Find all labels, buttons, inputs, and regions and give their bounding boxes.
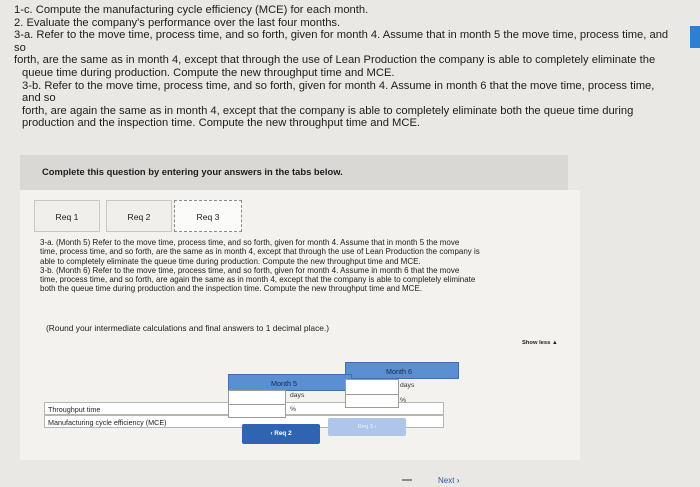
month-6-header: Month 6 xyxy=(386,367,412,376)
question-line: 3-a. (Month 5) Refer to the move time, process time, and so forth, given for month 4. Assume that in month 5 the move xyxy=(40,238,460,247)
intro-line-3b-2: forth, are again the same as in month 4, except that the company is able to completely eliminate both the queue time during xyxy=(22,104,634,117)
month-5-mce-unit: % xyxy=(290,406,297,413)
intro-line-3a-3: queue time during production. Compute the new throughput time and MCE. xyxy=(22,66,395,79)
next-button[interactable] xyxy=(438,476,459,485)
question-line: time, process time, and so forth, are the same as in month 4, except that through the use of Lean Production the company is xyxy=(40,247,480,257)
throughput-time-label: Throughput time xyxy=(48,405,101,414)
tab-req-3[interactable]: Req 3 xyxy=(174,200,242,232)
question-text xyxy=(40,238,588,294)
month-6-throughput-input[interactable] xyxy=(345,379,399,395)
month-5-throughput-unit: days xyxy=(290,392,305,399)
intro-line-2: 2. Evaluate the company's performance over the last four months. xyxy=(14,16,341,29)
chevron-right-icon: › xyxy=(456,476,460,485)
intro-line-3a-2: forth, are the same as in month 4, except that through the use of Lean Production the company is able to completely eliminate the xyxy=(14,54,656,67)
month-6-mce-input[interactable] xyxy=(345,394,399,408)
tab-req-1[interactable]: Req 1 xyxy=(34,200,100,232)
question-line: 3-b. (Month 6) Refer to the move time, process time, and so forth, given for month 4. Assume in month 6 that the move xyxy=(40,265,460,275)
tab-req-2[interactable]: Req 2 xyxy=(106,200,172,232)
month-5-header: Month 5 xyxy=(271,379,297,388)
more-dots-icon[interactable] xyxy=(402,479,412,481)
intro-line-3a-1: 3-a. Refer to the move time, process time, and so forth, given for month 4. Assume that in month 5 the move time, process time, and so xyxy=(14,29,669,54)
intro-line-3b-3: production and the inspection time. Compute the new throughput time and MCE. xyxy=(22,117,421,130)
month-5-header-cell xyxy=(228,374,352,391)
question-line: both the queue time during production and the inspection time. Compute the new throughput time and MCE. xyxy=(40,284,423,294)
next-req-3-button[interactable]: Req 3 › xyxy=(328,418,406,436)
month-6-throughput-unit: days xyxy=(400,382,415,389)
next-label: Next xyxy=(438,476,455,485)
intro-line-3b-1: 3-b. Refer to the move time, process time, and so forth, given for month 4. Assume in month 6 that the move time, process time, and so xyxy=(22,79,655,105)
instructions-text: Complete this question by entering your answers in the tabs below. xyxy=(42,166,343,177)
show-less-link[interactable]: Show less ▲ xyxy=(522,340,558,346)
prev-req-2-button[interactable]: ‹ Req 2 xyxy=(242,424,320,444)
side-tab-marker xyxy=(690,26,700,48)
month-6-mce-unit: % xyxy=(400,397,407,404)
month-6-header-cell xyxy=(345,362,459,379)
problem-intro xyxy=(14,4,674,130)
instructions-banner xyxy=(20,155,568,190)
mce-label: Manufacturing cycle efficiency (MCE) xyxy=(48,418,167,427)
question-line: time, process time, and so forth, are again the same as in month 4, except that the company is able to completely eliminate xyxy=(40,275,476,285)
rounding-instruction: (Round your intermediate calculations and final answers to 1 decimal place.) xyxy=(46,323,330,333)
intro-line-1c: 1-c. Compute the manufacturing cycle efficiency (MCE) for each month. xyxy=(14,4,369,16)
month-5-mce-input[interactable] xyxy=(228,404,286,418)
question-line: able to completely eliminate the queue time during production. Compute the new throughput time and MCE. xyxy=(40,256,421,266)
